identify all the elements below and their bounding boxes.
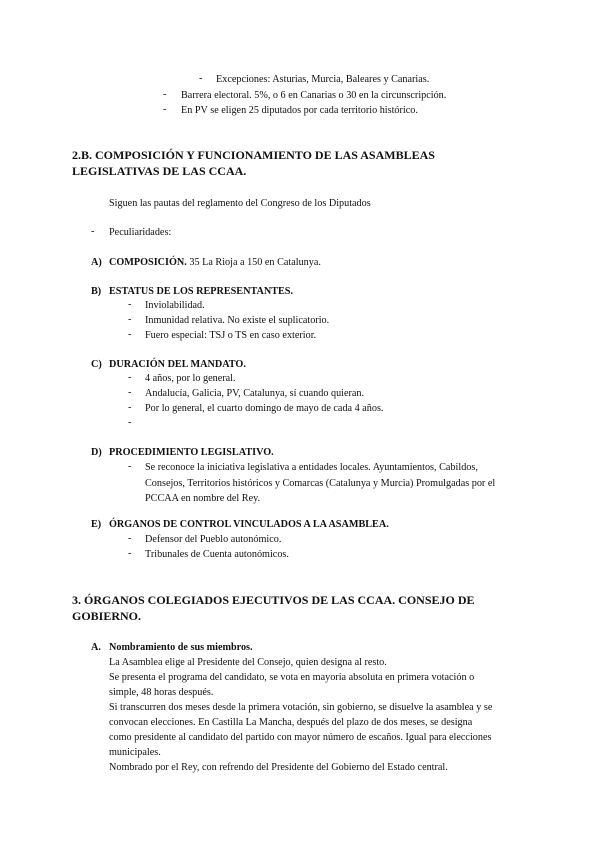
bullet-dash: - <box>128 533 132 544</box>
list-item-continuation: Consejos, Territorios históricos y Comarcas (Catalunya y Murcia) Promulgadas por el <box>145 478 496 489</box>
paragraph-line: Si transcurren dos meses desde la primera votación, sin gobierno, se disuelve la asamblea y se <box>109 702 493 713</box>
paragraph-line: Nombrado por el Rey, con refrendo del Presidente del Gobierno del Estado central. <box>109 762 448 773</box>
subheading: ÓRGANOS DE CONTROL VINCULADOS A LA ASAMBLEA. <box>109 519 389 530</box>
bullet-dash: - <box>163 104 167 115</box>
list-letter: A. <box>91 642 101 653</box>
section-heading: LEGISLATIVAS DE LAS CCAA. <box>72 164 247 178</box>
paragraph-line: como presidente al candidato del partido con mayor número de escaños. Igual para elecciones <box>109 732 492 743</box>
subheading: PROCEDIMIENTO LEGISLATIVO. <box>109 447 274 458</box>
paragraph-line: simple, 48 horas después. <box>109 687 214 698</box>
list-letter: C) <box>91 359 102 370</box>
bullet-dash: - <box>128 314 132 325</box>
list-item <box>109 256 321 269</box>
list-item: Se reconoce la iniciativa legislativa a entidades locales. Ayuntamientos, Cabildos, <box>145 462 478 473</box>
bullet-dash: - <box>128 461 132 472</box>
bullet-dash: - <box>199 73 203 84</box>
bullet-dash: - <box>128 387 132 398</box>
list-item: Andalucía, Galicia, PV, Catalunya, sí cuando quieran. <box>145 388 365 399</box>
list-item: En PV se eligen 25 diputados por cada territorio histórico. <box>181 105 418 116</box>
list-item: Barrera electoral. 5%, o 6 en Canarias o 30 en la circunscripción. <box>181 90 447 101</box>
subheading: COMPOSICIÓN. <box>109 257 187 268</box>
list-item: Inmunidad relativa. No existe el suplicatorio. <box>145 315 330 326</box>
paragraph-line: municipales. <box>109 747 161 758</box>
list-item: Excepciones: Asturias, Murcia, Baleares y Canarias. <box>216 74 430 85</box>
list-letter: A) <box>91 257 102 268</box>
paragraph-line: convocan elecciones. En Castilla La Mancha, después del plazo de dos meses, se designa <box>109 717 473 728</box>
list-letter: E) <box>91 519 102 530</box>
subheading: Nombramiento de sus miembros. <box>109 642 253 653</box>
list-item: Tribunales de Cuenta autonómicos. <box>145 549 289 560</box>
list-letter: D) <box>91 447 102 458</box>
bullet-dash: - <box>91 226 95 237</box>
bullet-dash: - <box>128 548 132 559</box>
bullet-dash: - <box>128 417 132 428</box>
list-item: Inviolabilidad. <box>145 300 205 311</box>
bullet-dash: - <box>128 402 132 413</box>
subheading: ESTATUS DE LOS REPRESENTANTES. <box>109 286 293 297</box>
list-item: Peculiaridades: <box>109 227 172 238</box>
list-item-continuation: PCCAA en nombre del Rey. <box>145 493 261 504</box>
list-letter: B) <box>91 286 102 297</box>
paragraph-line: Se presenta el programa del candidato, se vota en mayoría absoluta en primera votación o <box>109 672 475 683</box>
bullet-dash: - <box>128 299 132 310</box>
section-heading: GOBIERNO. <box>72 609 142 623</box>
section-heading: 3. ÓRGANOS COLEGIADOS EJECUTIVOS DE LAS CCAA. CONSEJO DE <box>72 593 475 607</box>
section-heading: 2.B. COMPOSICIÓN Y FUNCIONAMIENTO DE LAS ASAMBLEAS <box>72 148 435 162</box>
item-text: 35 La Rioja a 150 en Catalunya. <box>186 257 321 268</box>
list-item: 4 años, por lo general. <box>145 373 236 384</box>
bullet-dash: - <box>128 329 132 340</box>
paragraph-line: La Asamblea elige al Presidente del Consejo, quien designa al resto. <box>109 657 387 668</box>
list-item: Fuero especial: TSJ o TS en caso exterior. <box>145 330 317 341</box>
subheading: DURACIÓN DEL MANDATO. <box>109 359 246 370</box>
bullet-dash: - <box>128 372 132 383</box>
list-item: Defensor del Pueblo autonómico. <box>145 534 282 545</box>
list-item: Por lo general, el cuarto domingo de mayo de cada 4 años. <box>145 403 384 414</box>
bullet-dash: - <box>163 89 167 100</box>
paragraph: Siguen las pautas del reglamento del Congreso de los Diputados <box>109 198 371 209</box>
